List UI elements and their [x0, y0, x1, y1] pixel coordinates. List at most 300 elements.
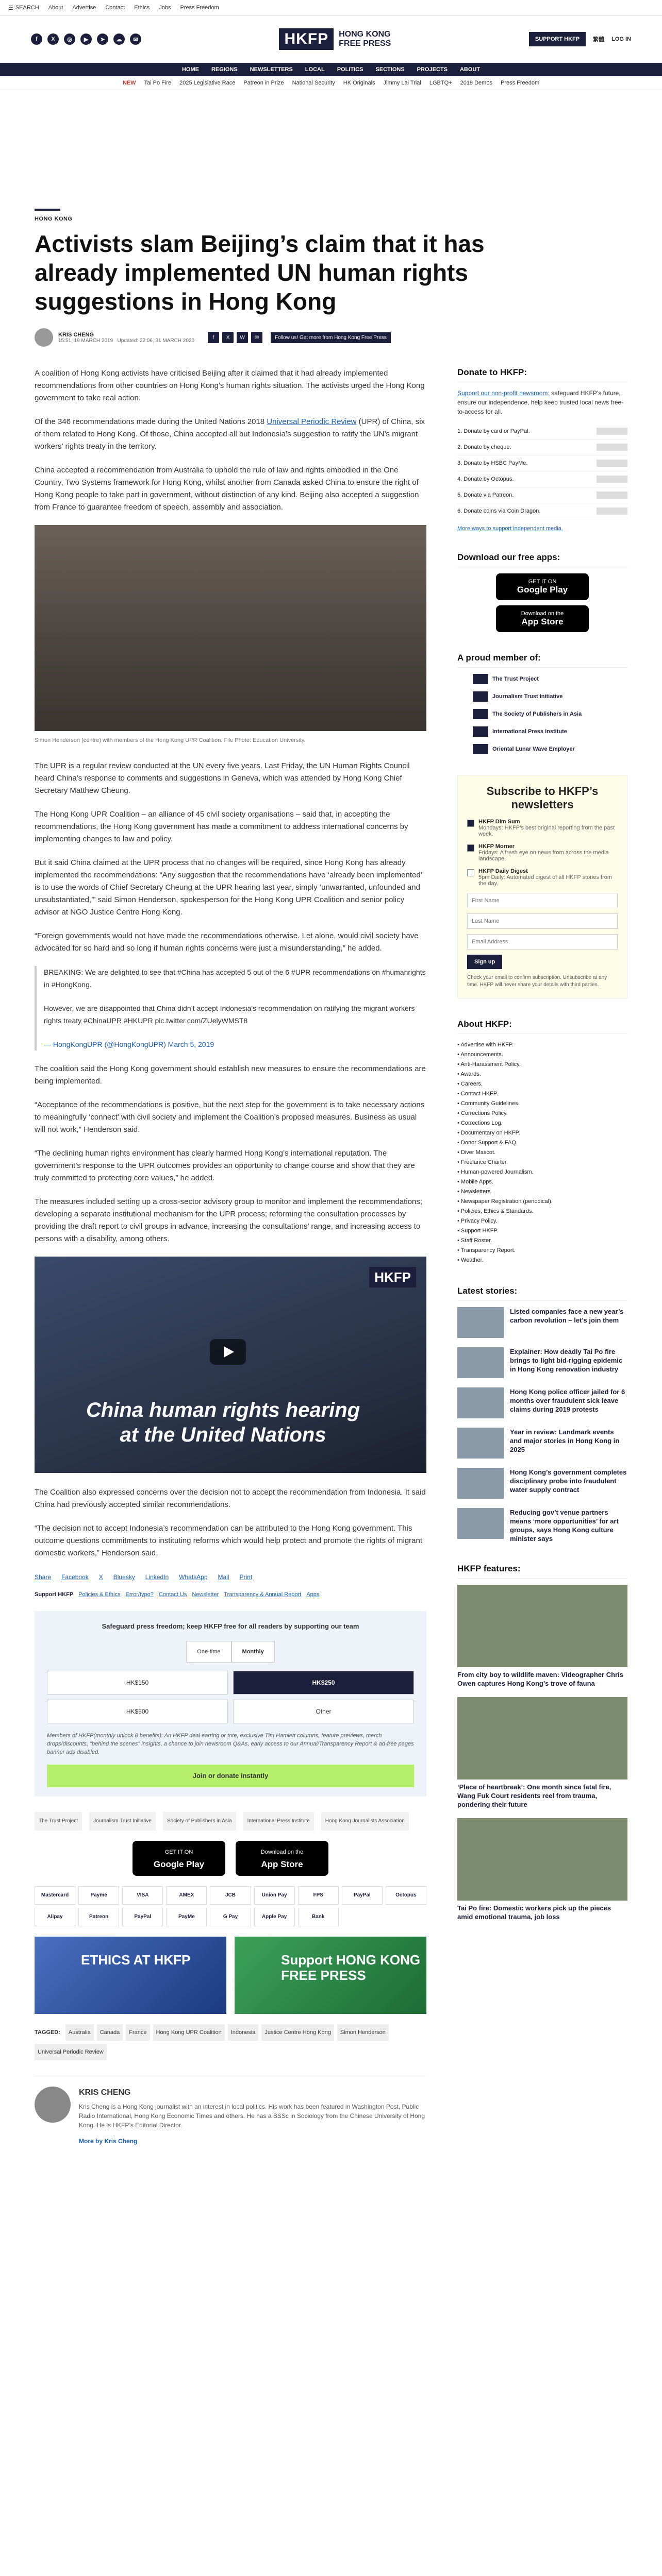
top-share-icons	[208, 332, 262, 343]
member-icon	[473, 744, 488, 754]
trending-link[interactable]: 2025 Legislative Race	[179, 80, 236, 86]
new-label: NEW	[122, 80, 136, 86]
amount-option[interactable]: HK$150	[47, 1671, 228, 1694]
donate-option[interactable]	[457, 471, 627, 487]
video-embed[interactable]	[35, 1257, 426, 1473]
feature-title: From city boy to wildlife maven: Videographer Chris Owen captures Hong Kong’s trove of fauna	[457, 1671, 623, 1687]
author-box-name[interactable]: KRIS CHENG	[79, 2088, 131, 2097]
checkbox[interactable]	[467, 820, 474, 827]
tag[interactable]: Canada	[97, 2024, 123, 2041]
nav-sections[interactable]: SECTIONS	[375, 66, 405, 73]
story-title: Explainer: How deadly Tai Po fire brings to light bid-rigging epidemic in Hong Kong renovation industry	[510, 1348, 623, 1373]
about-link[interactable]: • Freelance Charter.	[457, 1158, 627, 1167]
tagged-label: TAGGED:	[35, 2029, 60, 2036]
donate-option[interactable]	[457, 503, 627, 519]
article-photo	[35, 525, 426, 731]
app-store-badge[interactable]	[496, 605, 589, 632]
policy-link[interactable]: Contact Us	[158, 1591, 187, 1598]
member-block	[457, 653, 627, 754]
about-link[interactable]: • Contact HKFP.	[457, 1089, 627, 1099]
tag[interactable]: Indonesia	[228, 2024, 259, 2041]
login-link[interactable]: LOG IN	[611, 36, 631, 42]
about-link[interactable]: • Corrections Policy.	[457, 1109, 627, 1118]
tag-list	[35, 2024, 426, 2060]
payment-logo: VISA	[122, 1886, 163, 1905]
member-logo[interactable]	[473, 674, 627, 684]
member-logo[interactable]	[473, 691, 627, 702]
story-title: Year in review: Landmark events and major stories in Hong Kong in 2025	[510, 1428, 620, 1453]
monthly-option[interactable]: Monthly	[231, 1641, 275, 1663]
menu-icon: ☰	[8, 5, 13, 11]
first-name-input[interactable]	[467, 893, 618, 908]
badge-big: App Store	[261, 1859, 303, 1869]
checkbox[interactable]	[467, 844, 474, 852]
tweet-source[interactable]: — HongKongUPR (@HongKongUPR) March 5, 2019	[44, 1040, 214, 1048]
brand-header	[0, 16, 662, 63]
donation-title: Safeguard press freedom; keep HKFP free for all readers by supporting our team	[102, 1622, 359, 1630]
newsletter-option-desc: 5pm Daily: Automated digest of all HKFP stories from the day.	[478, 874, 613, 887]
donate-option-label: 1. Donate by card or PayPal.	[457, 428, 530, 434]
badge-big: Google Play	[153, 1859, 205, 1869]
story-thumbnail	[457, 1468, 504, 1499]
trending-link[interactable]: National Security	[292, 80, 335, 86]
features-title: HKFP features:	[457, 1564, 627, 1579]
tag[interactable]: France	[126, 2024, 150, 2041]
search-button[interactable]	[8, 5, 39, 11]
author-box	[35, 2076, 426, 2147]
trending-link[interactable]: Jimmy Lai Trial	[383, 80, 421, 86]
press-logo: Hong Kong Journalists Association	[321, 1812, 409, 1831]
paragraph: “Acceptance of the recommendations is positive, but the next step for the government is to take necessary actions to meaningfully ‘connect’ with civil society and implement the Coalition’s proposed measures. Business as usual will not work,” Henderson said.	[35, 1100, 425, 1134]
nav-politics[interactable]: POLITICS	[337, 66, 363, 73]
signup-button[interactable]: Sign up	[467, 955, 502, 969]
payment-logo: Payme	[78, 1886, 119, 1905]
paragraph: “Foreign governments would not have made the recommendations otherwise. Let alone, would civil society have advocated for so hard and so long if human rights concerns were just a misunderstanding,” he added.	[35, 931, 419, 953]
story-title: Hong Kong police officer jailed for 6 months over fraudulent sick leave claims during 2019 protests	[510, 1388, 625, 1413]
feature-title: ‘Place of heartbreak’: One month since fatal fire, Wang Fuk Court residents reel from trauma, pondering their future	[457, 1783, 611, 1808]
payment-logo: Mastercard	[35, 1886, 75, 1905]
press-logo: International Press Institute	[243, 1812, 314, 1831]
newsletter-option[interactable]	[467, 819, 618, 837]
policy-link[interactable]: Policies & Ethics	[78, 1591, 121, 1598]
member-logo[interactable]	[473, 726, 627, 737]
story-thumbnail	[457, 1387, 504, 1418]
share-bar	[35, 1571, 426, 1583]
about-link[interactable]: • Diver Mascot.	[457, 1148, 627, 1158]
about-link[interactable]: • Announcements.	[457, 1050, 627, 1060]
share-linkedin[interactable]: LinkedIn	[145, 1573, 169, 1581]
tag[interactable]: Australia	[65, 2024, 94, 2041]
tweet-text: BREAKING: We are delighted to see that #China has accepted 5 out of the 6 #UPR recommendations on #humanrights in #HongKong.	[44, 968, 426, 989]
share-x[interactable]: X	[98, 1573, 103, 1581]
feature-story[interactable]	[457, 1818, 627, 1921]
newsletter-option[interactable]	[467, 843, 618, 862]
paragraph: China accepted a recommendation from Australia to uphold the rule of law and rights embodied in the One Country, Two Systems framework for Hong Kong, whilst another from Canada asked China to ensure the right of Hong Kong people to take part in government, without distinction of any kind. Beijing also accepted a suggestion from France to guarantee freedom of speech, assembly and association.	[35, 466, 419, 512]
member-icon	[473, 709, 488, 719]
about-list	[457, 1040, 627, 1265]
policy-link[interactable]: Newsletter	[192, 1591, 219, 1598]
apps-title: Download our free apps:	[457, 552, 627, 567]
badge-big: App Store	[521, 617, 564, 626]
about-link[interactable]: • Community Guidelines.	[457, 1099, 627, 1109]
donate-option-label: 2. Donate by cheque.	[457, 444, 511, 450]
newsletter-title: Subscribe to HKFP’s newsletters	[486, 785, 599, 811]
amount-option[interactable]: Other	[233, 1700, 414, 1723]
logo-mark: HKFP	[279, 28, 334, 50]
upr-link[interactable]: Universal Periodic Review	[267, 417, 357, 426]
about-link[interactable]: • Awards.	[457, 1070, 627, 1079]
feature-image	[457, 1585, 627, 1667]
mail-icon[interactable]: ✉	[130, 33, 141, 45]
donate-block	[457, 367, 627, 532]
video-title-line: at the United Nations	[120, 1423, 326, 1446]
payment-logo: PayPal	[342, 1886, 383, 1905]
story-title: Listed companies face a new year’s carbon revolution – let’s join them	[510, 1308, 624, 1324]
nav-projects[interactable]: PROJECTS	[417, 66, 448, 73]
tag[interactable]: Hong Kong UPR Coalition	[153, 2024, 225, 2041]
frequency-toggle	[47, 1641, 414, 1663]
tag[interactable]: Universal Periodic Review	[35, 2044, 107, 2060]
share-mail[interactable]: Mail	[218, 1573, 229, 1581]
donate-text: safeguard HKFP’s future, ensure our independence, help keep trusted local news free-to-access for all.	[457, 389, 624, 415]
video-title	[86, 1398, 360, 1447]
x-icon[interactable]: X	[47, 33, 59, 45]
feature-story[interactable]	[457, 1697, 627, 1809]
trending-bar	[0, 76, 662, 90]
share-label[interactable]: Share	[35, 1573, 52, 1581]
byline	[35, 328, 627, 347]
more-by-author-link[interactable]: More by Kris Cheng	[79, 2138, 138, 2145]
app-badges	[35, 1841, 426, 1876]
author-bio: Kris Cheng is a Hong Kong journalist with an interest in local politics. His work has been featured in Washington Post, Public Radio International, Hong Kong Economic Times and others. He has a BSSc in Sociology from the Chinese University of Hong Kong. He is HKFP’s Editorial Director.	[79, 2103, 425, 2129]
about-link[interactable]: • Staff Roster.	[457, 1236, 627, 1246]
about-link[interactable]: • Corrections Log.	[457, 1118, 627, 1128]
google-play-badge[interactable]	[133, 1841, 225, 1876]
donate-link[interactable]: Support our non-profit newsroom:	[457, 389, 550, 397]
promo-text: ETHICS AT HKFP	[81, 1952, 191, 1968]
logo-line-2: FREE PRESS	[339, 39, 391, 48]
nav-about[interactable]: ABOUT	[459, 66, 481, 73]
payment-logo: Bank	[298, 1908, 339, 1926]
about-link[interactable]: • Careers.	[457, 1079, 627, 1089]
paragraph: The coalition said the Hong Kong government should establish new measures to ensure the recommendations are being implemented.	[35, 1064, 426, 1086]
story-thumbnail	[457, 1347, 504, 1378]
about-link[interactable]: • Human-powered Journalism.	[457, 1167, 627, 1177]
payment-logo: FPS	[298, 1886, 339, 1905]
member-title: A proud member of:	[457, 653, 627, 668]
payment-logo: PayMe	[166, 1908, 207, 1926]
latest-story[interactable]	[457, 1347, 627, 1378]
author-name[interactable]: KRIS CHENG	[58, 331, 94, 338]
facebook-icon[interactable]: f	[208, 332, 219, 343]
paragraph: The UPR is a regular review conducted at the UN every five years. Last Friday, the UN Human Rights Council heard China’s response to comments and suggestions in Geneva, which was attended by Hong Kong Chief Secretary Matthew Cheung.	[35, 761, 410, 795]
support-promo[interactable]	[235, 1937, 426, 2014]
member-icon	[473, 726, 488, 737]
sidebar	[457, 367, 627, 2147]
share-bluesky[interactable]: Bluesky	[113, 1573, 135, 1581]
nav-home[interactable]: HOME	[181, 66, 199, 73]
story-title: Hong Kong’s government completes disciplinary probe into fraudulent water supply contract	[510, 1468, 627, 1494]
one-time-option[interactable]: One-time	[186, 1641, 231, 1663]
member-logo[interactable]	[473, 709, 627, 719]
trending-link[interactable]: Tai Po Fire	[144, 80, 172, 86]
payment-methods	[35, 1886, 426, 1926]
badge-small: Download on the	[521, 611, 564, 617]
donate-title: Donate to HKFP:	[457, 367, 627, 382]
donate-option[interactable]	[457, 439, 627, 455]
trending-link[interactable]: 2019 Demos	[460, 80, 492, 86]
apps-badges	[457, 573, 627, 632]
about-link[interactable]: • Donor Support & FAQ.	[457, 1138, 627, 1148]
newsletter-option-title: HKFP Dim Sum	[478, 819, 520, 825]
badge-big: Google Play	[517, 585, 568, 595]
promo-banners	[35, 1937, 426, 2014]
newsletter-option-desc: Mondays: HKFP’s best original reporting from the past week.	[478, 825, 615, 837]
nav-regions[interactable]: REGIONS	[211, 66, 238, 73]
member-name: The Trust Project	[492, 676, 539, 682]
main-nav	[0, 63, 662, 76]
about-link[interactable]: • Mobile Apps.	[457, 1177, 627, 1187]
content-columns	[35, 367, 627, 2147]
donate-option[interactable]	[457, 487, 627, 503]
paragraph-text: Of the 346 recommendations made during the United Nations 2018	[35, 417, 267, 426]
nav-newsletters[interactable]: NEWSLETTERS	[250, 66, 293, 73]
newsletter-option-title: HKFP Morner	[478, 843, 515, 850]
topbar-link-press-freedom[interactable]: Press Freedom	[180, 5, 219, 11]
paragraph: The Hong Kong UPR Coalition – an alliance of 45 civil society organisations – said that, in accepting the recommendations, the Hong Kong government has made a commitment to address international concerns by implementing changes to law and policy.	[35, 810, 408, 843]
trending-link[interactable]: LGBTQ+	[429, 80, 452, 86]
x-icon[interactable]: X	[222, 332, 234, 343]
payment-icon	[597, 428, 627, 435]
topbar-link-ethics[interactable]: Ethics	[134, 5, 150, 11]
topbar-link-jobs[interactable]: Jobs	[159, 5, 171, 11]
paragraph-text: (UPR) of China, six of them related to Hong Kong. Of those, China accepted all but Indonesia’s suggestion to ratify the UN’s migrant workers’ rights treaty in the territory.	[35, 417, 425, 451]
latest-story[interactable]	[457, 1468, 627, 1499]
play-icon[interactable]	[210, 1339, 246, 1365]
donate-option-label: 5. Donate via Patreon.	[457, 492, 514, 498]
author-avatar	[35, 328, 53, 347]
about-link[interactable]: • Advertise with HKFP.	[457, 1040, 627, 1050]
donate-option[interactable]	[457, 423, 627, 439]
member-name: Journalism Trust Initiative	[492, 693, 563, 700]
trending-link[interactable]: Patreon in Prize	[243, 80, 284, 86]
payment-logo: JCB	[210, 1886, 251, 1905]
follow-button[interactable]: Follow us! Get more from Hong Kong Free Press	[271, 332, 391, 343]
share-print[interactable]: Print	[239, 1573, 253, 1581]
about-link[interactable]: • Newsletters.	[457, 1187, 627, 1197]
member-icon	[473, 691, 488, 702]
checkbox[interactable]	[467, 869, 474, 876]
utility-bar	[0, 0, 662, 16]
donate-option[interactable]	[457, 455, 627, 471]
member-icon	[473, 674, 488, 684]
amount-grid	[47, 1671, 414, 1723]
paragraph: The measures included setting up a cross-sector advisory group to monitor and implement the recommendations; developing a separate institutional mechanism for the UPR process; reforming the consultation processes by providing the draft report to civil groups in advance, increasing the consultations’ range, and increasing access to persons with a disability, among others.	[35, 1197, 423, 1243]
about-title: About HKFP:	[457, 1019, 627, 1034]
app-store-badge[interactable]	[236, 1841, 328, 1876]
newsletter-option[interactable]	[467, 868, 618, 887]
badge-small: Download on the	[260, 1849, 304, 1855]
feature-image	[457, 1818, 627, 1901]
press-logos	[35, 1812, 426, 1831]
about-link[interactable]: • Weather.	[457, 1256, 627, 1265]
payment-icon	[597, 492, 627, 499]
topbar-link-about[interactable]: About	[48, 5, 63, 11]
payment-logo: Union Pay	[254, 1886, 295, 1905]
amount-option[interactable]: HK$250	[233, 1671, 414, 1694]
donation-widget	[35, 1611, 426, 1797]
latest-story[interactable]	[457, 1508, 627, 1543]
payment-logo: Octopus	[386, 1886, 426, 1905]
donate-option-label: 6. Donate coins via Coin Dragon.	[457, 508, 541, 514]
brand-actions	[529, 32, 631, 46]
about-link[interactable]: • Privacy Policy.	[457, 1216, 627, 1226]
instagram-icon[interactable]: ◎	[64, 33, 75, 45]
ethics-promo[interactable]	[35, 1937, 226, 2014]
about-block	[457, 1019, 627, 1265]
last-name-input[interactable]	[467, 913, 618, 929]
story-thumbnail	[457, 1508, 504, 1539]
policy-link[interactable]: Error/typo?	[125, 1591, 154, 1598]
bluesky-icon[interactable]: ☁	[113, 33, 125, 45]
paragraph: “The declining human rights environment has clearly harmed Hong Kong’s international reputation. The government’s response to the UPR outcomes provides an opportunity to change course and show that they are truly committed to protecting core values,” he added.	[35, 1149, 415, 1182]
share-whatsapp[interactable]: WhatsApp	[179, 1573, 208, 1581]
amount-option[interactable]: HK$500	[47, 1700, 228, 1723]
support-link[interactable]: Support HKFP	[35, 1591, 74, 1598]
share-facebook[interactable]: Facebook	[61, 1573, 89, 1581]
publish-date: 15:51, 19 MARCH 2019	[58, 337, 113, 344]
member-list	[457, 674, 627, 754]
feature-image	[457, 1697, 627, 1780]
story-thumbnail	[457, 1307, 504, 1338]
video-logo: HKFP	[369, 1267, 416, 1287]
donate-option-label: 3. Donate by HSBC PayMe.	[457, 460, 528, 466]
trending-link[interactable]: Press Freedom	[500, 80, 540, 86]
about-link[interactable]: • Support HKFP.	[457, 1226, 627, 1236]
paragraph: A coalition of Hong Kong activists have criticised Beijing after it claimed that it had already implemented recommendations from other countries on Hong Kong’s human rights situation. The activists urged the Hong Kong government to take real action.	[35, 369, 425, 402]
search-label: SEARCH	[15, 5, 39, 11]
paragraph	[35, 416, 426, 453]
donate-button[interactable]: Join or donate instantly	[47, 1765, 414, 1787]
tag[interactable]: Simon Henderson	[337, 2024, 389, 2041]
about-link[interactable]: • Documentary on HKFP.	[457, 1128, 627, 1138]
page-wrapper	[35, 209, 627, 2147]
about-link[interactable]: • Anti-Harassment Policy.	[457, 1060, 627, 1070]
article-body	[35, 367, 426, 2147]
badge-small: GET IT ON	[164, 1849, 193, 1855]
site-logo[interactable]	[279, 28, 391, 50]
newsletter-option-desc: Fridays: A fresh eye on news from across the media landscape.	[478, 850, 609, 862]
press-logo: Society of Publishers in Asia	[163, 1812, 236, 1831]
newsletter-signup	[457, 775, 627, 998]
payment-logo: Alipay	[35, 1908, 75, 1926]
about-link[interactable]: • Transparency Report.	[457, 1246, 627, 1256]
payment-logo: Patreon	[78, 1908, 119, 1926]
embedded-tweet[interactable]	[35, 966, 426, 1050]
payment-icon	[597, 507, 627, 515]
logo-line-1: HONG KONG	[339, 30, 391, 39]
member-logo[interactable]	[473, 744, 627, 754]
feature-title: Tai Po fire: Domestic workers pick up the pieces amid emotional trauma, job loss	[457, 1904, 611, 1921]
payment-logo: PayPal	[122, 1908, 163, 1926]
more-ways-link[interactable]: More ways to support independent media.	[457, 526, 563, 532]
promo-text: Support HONG KONG FREE PRESS	[281, 1952, 421, 1983]
press-logo: Journalism Trust Initiative	[89, 1812, 156, 1831]
latest-story[interactable]	[457, 1387, 627, 1418]
press-logo: The Trust Project	[35, 1812, 82, 1831]
story-thumbnail	[457, 1428, 504, 1459]
about-link[interactable]: • Newspaper Registration (periodical).	[457, 1197, 627, 1207]
feature-story[interactable]	[457, 1585, 627, 1688]
tag[interactable]: Justice Centre Hong Kong	[261, 2024, 334, 2041]
topbar-link-advertise[interactable]: Advertise	[72, 5, 96, 11]
mail-icon[interactable]: ✉	[251, 332, 262, 343]
facebook-icon[interactable]: f	[31, 33, 42, 45]
policy-link[interactable]: Apps	[306, 1591, 320, 1598]
updated-date: Updated: 22:06, 31 MARCH 2020	[117, 337, 195, 344]
paragraph: The Coalition also expressed concerns over the decision not to accept the recommendation from Indonesia. It said China had previously accepted similar recommendations.	[35, 1488, 426, 1509]
apps-block	[457, 552, 627, 632]
nav-local[interactable]: LOCAL	[305, 66, 325, 73]
policy-link[interactable]: Transparency & Annual Report	[224, 1591, 302, 1598]
payment-logo: G Pay	[210, 1908, 251, 1926]
trending-link[interactable]: HK Originals	[343, 80, 375, 86]
donate-description	[457, 388, 627, 416]
payment-icon	[597, 476, 627, 483]
payment-icon	[597, 444, 627, 451]
story-title: Reducing gov’t venue partners means ‘more opportunities’ for art groups, says Hong Kong culture minister says	[510, 1509, 619, 1543]
google-play-badge[interactable]	[496, 573, 589, 600]
support-hkfp-button[interactable]: SUPPORT HKFP	[529, 32, 586, 46]
article-kicker[interactable]: HONG KONG	[35, 216, 73, 222]
latest-story[interactable]	[457, 1307, 627, 1338]
social-links	[31, 33, 141, 45]
badge-small: GET IT ON	[528, 579, 557, 585]
language-toggle[interactable]: 繁體	[593, 37, 605, 43]
member-name: Oriental Lunar Wave Employer	[492, 746, 575, 752]
latest-stories-block	[457, 1286, 627, 1543]
latest-story[interactable]	[457, 1428, 627, 1459]
topbar-link-contact[interactable]: Contact	[105, 5, 125, 11]
donate-options	[457, 423, 627, 519]
kicker-divider	[35, 209, 60, 211]
paragraph: But it said China claimed at the UPR process that no changes will be required, since Hong Kong has already implemented the recommendations: “Any suggestion that the recommendations have ‘already been implemented’ is to use the words of Chief Secretary Cheung at the UPR hearing last year, simply ‘unwarranted, unfounded and unsubstantiated,’” said Simon Henderson, spokesperson for the Hong Kong UPR Coalition and senior policy advisor at NGO Justice Centre Hong Kong.	[35, 858, 422, 917]
payment-logo: Apple Pay	[254, 1908, 295, 1926]
tweet-text: However, we are disappointed that China didn’t accept Indonesia's recommendation on ratifying the migrant workers rights treaty #ChinaUPR #HKUPR pic.twitter.com/ZUelyWMST8	[44, 1004, 415, 1025]
policy-links	[35, 1588, 426, 1601]
photo-caption: Simon Henderson (centre) with members of the Hong Kong UPR Coalition. File Photo: Education University.	[35, 737, 306, 743]
donate-option-label: 4. Donate by Octopus.	[457, 476, 514, 482]
newsletter-option-title: HKFP Daily Digest	[478, 868, 528, 874]
whatsapp-icon[interactable]: W	[237, 332, 248, 343]
about-link[interactable]: • Policies, Ethics & Standards.	[457, 1207, 627, 1216]
membership-benefits: Members of HKFP(monthly unlock 8 benefits): An HKFP deal earring or tote, exclusive Tim Hamlett columns, feature previews, merch drops/discounts, "behind the scenes" insights, a chance to join newsroom Q&As, early access to our Annual/Transparency Report & ad-free pages banner ads disabled.	[47, 1733, 414, 1755]
telegram-icon[interactable]: ➤	[97, 33, 108, 45]
video-title-line: China human rights hearing	[86, 1399, 360, 1421]
payment-icon	[597, 460, 627, 467]
member-name: The Society of Publishers in Asia	[492, 711, 582, 717]
member-name: International Press Institute	[492, 728, 567, 735]
author-photo	[35, 2087, 71, 2123]
features-block	[457, 1564, 627, 1921]
payment-logo: AMEX	[166, 1886, 207, 1905]
article-headline: Activists slam Beijing’s claim that it has already implemented UN human rights suggestions in Hong Kong	[35, 230, 485, 315]
newsletter-note: Check your email to confirm subscription. Unsubscribe at any time. HKFP will never share your details with third parties.	[467, 975, 607, 988]
email-input[interactable]	[467, 934, 618, 950]
paragraph: “The decision not to accept Indonesia’s recommendation can be attributed to the Hong Kong government. This outcome questions commitments to instituting reforms which would help protect and promote the rights of migrant domestic workers,” Henderson said.	[35, 1524, 423, 1557]
youtube-icon[interactable]: ▶	[80, 33, 92, 45]
latest-title: Latest stories:	[457, 1286, 627, 1301]
